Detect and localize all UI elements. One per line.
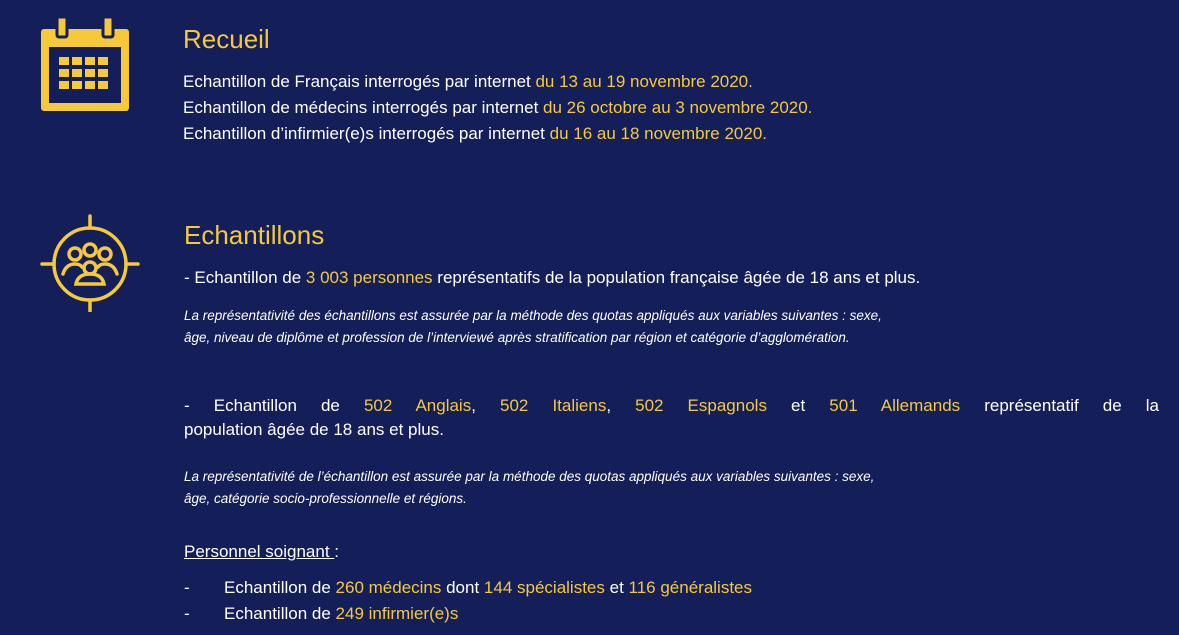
soignant-item-infirmiers: - Echantillon de 249 infirmier(e)s xyxy=(184,604,459,623)
personnel-soignant-heading: Personnel soignant : xyxy=(184,542,340,561)
note-europe: La représentativité de l’échantillon est assurée par la méthode des quotas appliqués aux variables suivantes : sexe, âge, catégorie socio-professionnelle et régions. xyxy=(184,469,875,506)
recueil-line-infirmiers: Echantillon d’infirmier(e)s interrogés par internet du 16 au 18 novembre 2020. xyxy=(183,124,767,143)
echantillon-europe: - Echantillon de 502 Anglais, 502 Italiens, 502 Espagnols et 501 Allemands représentatif de la population âgée de 18 ans et plus. xyxy=(184,396,1160,439)
note-france: La représentativité des échantillons est assurée par la méthode des quotas appliqués aux variables suivantes : sexe, âge, niveau de diplôme et profession de l’interviewé après stratification par région et catégorie d’agglomération. xyxy=(184,308,882,345)
echantillon-france: - Echantillon de 3 003 personnes représentatifs de la population française âgée de 18 ans et plus. xyxy=(184,268,921,287)
recueil-line-medecins: Echantillon de médecins interrogés par internet du 26 octobre au 3 novembre 2020. xyxy=(183,98,813,117)
echantillons-title: Echantillons xyxy=(184,220,325,250)
group-target-icon xyxy=(40,212,140,312)
recueil-line-francais: Echantillon de Français interrogés par internet du 13 au 19 novembre 2020. xyxy=(183,72,753,91)
recueil-title: Recueil xyxy=(183,24,270,54)
calendar-icon xyxy=(35,15,135,115)
soignant-item-medecins: - Echantillon de 260 médecins dont 144 spécialistes et 116 généralistes xyxy=(184,578,753,597)
